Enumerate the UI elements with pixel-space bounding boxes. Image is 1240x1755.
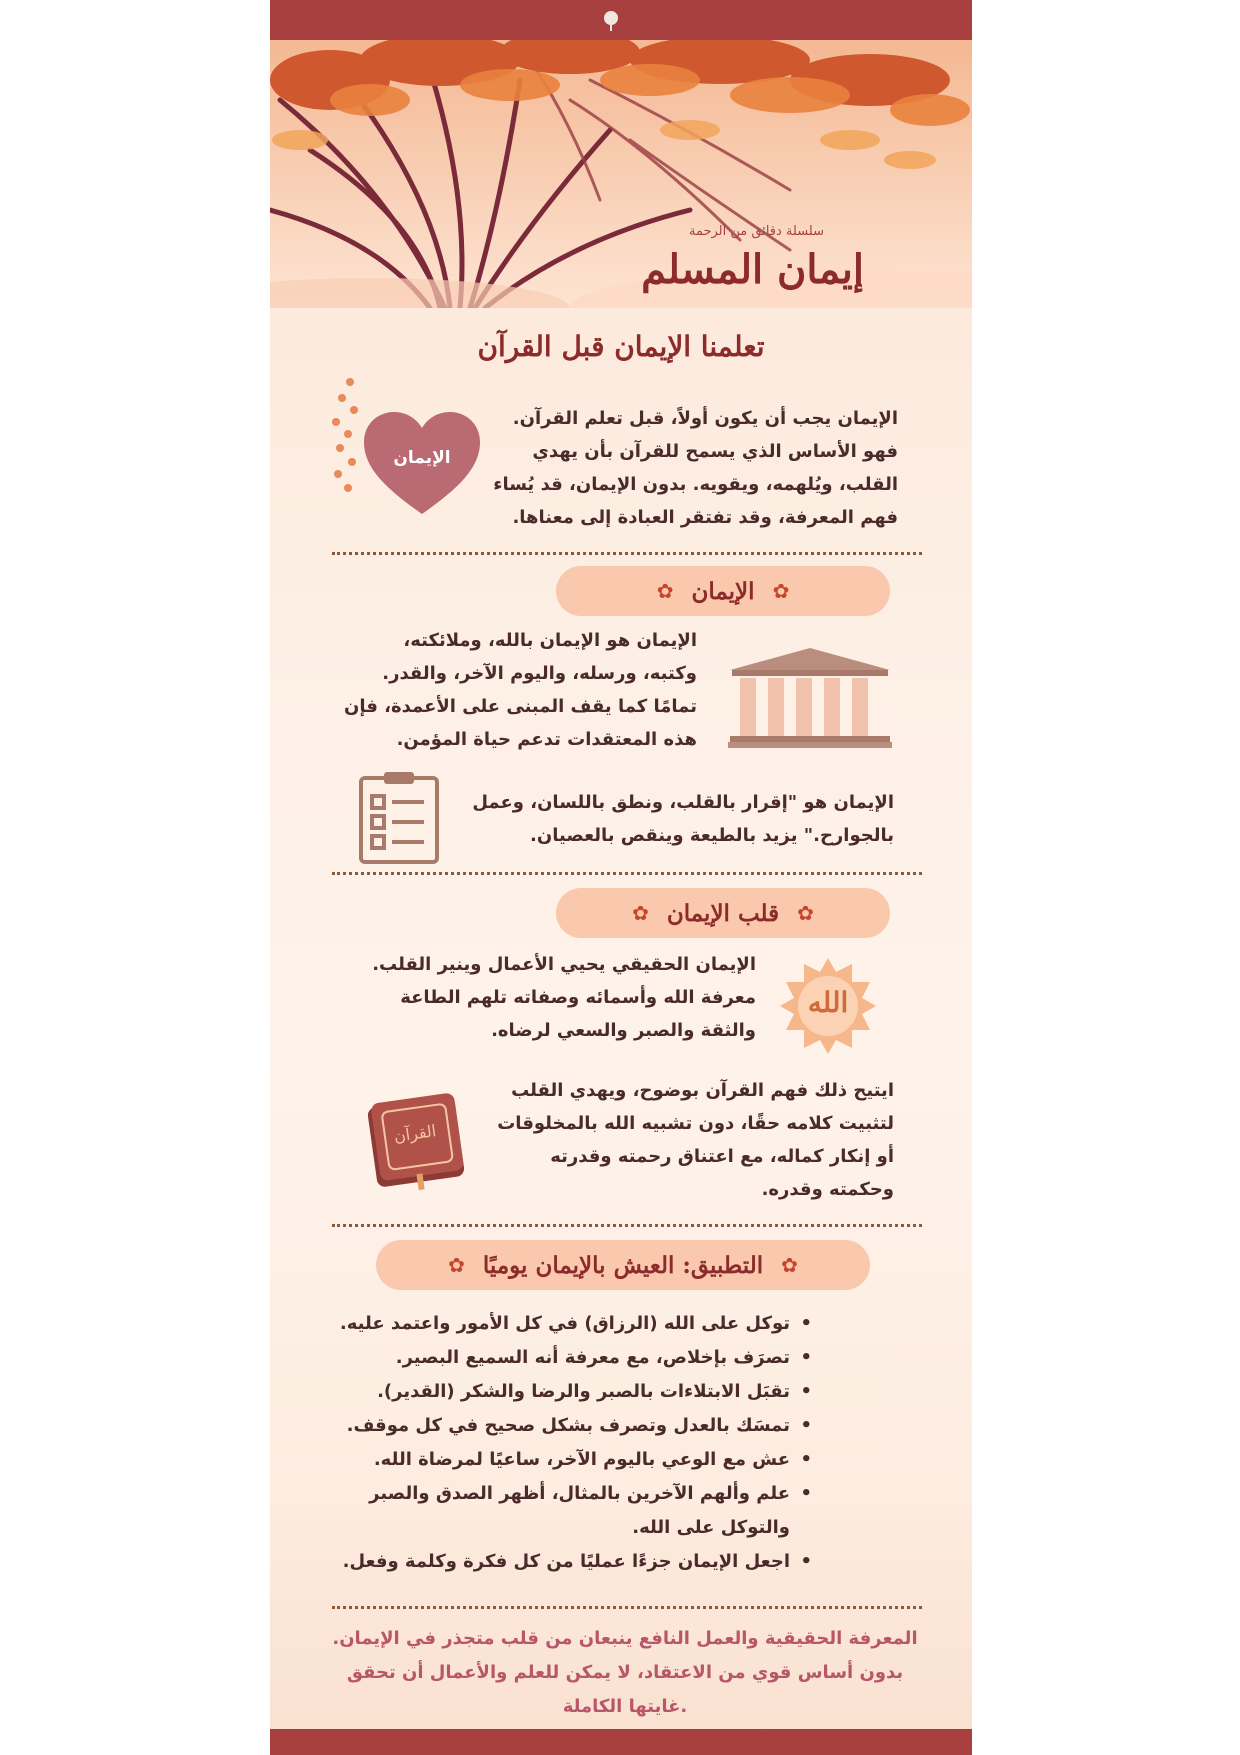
section1-line: وكتبه، ورسله، واليوم الآخر، والقدر.: [382, 663, 697, 684]
divider: [332, 1224, 922, 1227]
section1-line: هذه المعتقدات تدعم حياة المؤمن.: [396, 729, 697, 750]
section2-pill: [556, 888, 890, 938]
series-subtitle: سلسلة دقائق من الرحمة: [688, 224, 824, 239]
divider: [332, 552, 922, 555]
section2-line: والثقة والصبر والسعي لرضاه.: [491, 1020, 756, 1041]
section1-paragraph1: [317, 624, 697, 756]
checklist-icon: [358, 770, 440, 864]
list-item: • عش مع الوعي باليوم الآخر، ساعيًا لمرضاة الله.: [312, 1443, 812, 1477]
quran-book-label: القرآن: [392, 1121, 438, 1146]
intro-line: فهم المعرفة، وقد تفتقر العبادة إلى معناها.: [512, 507, 898, 528]
section1-title: الإيمان: [691, 577, 755, 605]
maple-leaf-icon: ✿: [632, 901, 649, 925]
allah-label: الله: [807, 986, 849, 1019]
section1-pill: [556, 566, 890, 616]
section3-title: التطبيق: العيش بالإيمان يوميًا: [482, 1251, 764, 1279]
maple-leaf-icon: ✿: [448, 1253, 465, 1277]
infographic-poster: [270, 0, 972, 1755]
divider: [332, 872, 922, 875]
section2-line: لتثبيت كلامه حقًا، دون تشبيه الله بالمخلوقات: [497, 1113, 894, 1134]
footer-line: بدون أساس قوي من الاعتقاد، لا يمكن للعلم والأعمال أن تحقق: [346, 1662, 904, 1683]
section2-line: معرفة الله وأسمائه وصفاته تلهم الطاعة: [400, 987, 756, 1008]
footer-text: [330, 1622, 920, 1724]
list-item: • تقبَل الابتلاءات بالصبر والرضا والشكر (القدير).: [312, 1375, 812, 1409]
footer-line: المعرفة الحقيقية والعمل النافع ينبعان من قلب متجذر في الإيمان.: [332, 1628, 918, 1649]
list-item: • علم وألهم الآخرين بالمثال، أظهر الصدق والصبر والتوكل على الله.: [312, 1477, 812, 1545]
small-hearts-icon: [328, 376, 364, 500]
heart-label: الإيمان: [393, 448, 451, 468]
section1-line: بالجوارح." يزيد بالطيعة وينقص بالعصيان.: [530, 825, 894, 846]
section2-paragraph1: [336, 948, 756, 1047]
section2-line: الإيمان الحقيقي يحيي الأعمال وينير القلب.: [372, 954, 756, 975]
section1-line: الإيمان هو "إقرار بالقلب، ونطق باللسان، وعمل: [472, 792, 894, 813]
intro-line: الإيمان يجب أن يكون أولاً، قبل تعلم القرآن.: [512, 408, 898, 429]
application-list: [312, 1307, 812, 1579]
footer-line: .غايتها الكاملة: [562, 1696, 688, 1717]
main-title: إيمان المسلم: [641, 246, 864, 293]
section2-line: أو إنكار كماله، مع اعتناق رحمته وقدرته: [550, 1146, 894, 1167]
list-item: • تصرَف بإخلاص، مع معرفة أنه السميع البصير.: [312, 1341, 812, 1375]
intro-line: فهو الأساس الذي يسمح للقرآن بأن يهدي: [532, 441, 898, 462]
section3-pill: [376, 1240, 870, 1290]
maple-leaf-icon: ✿: [772, 579, 790, 603]
intro-paragraph: [478, 402, 898, 534]
section1-line: تمامًا كما يقف المبنى على الأعمدة، فإن: [344, 696, 697, 717]
section2-line: وحكمته وقدره.: [761, 1179, 894, 1200]
list-item: • توكل على الله (الرزاق) في كل الأمور واعتمد عليه.: [312, 1307, 812, 1341]
divider: [332, 1606, 922, 1609]
section1-line: الإيمان هو الإيمان بالله، وملائكته،: [403, 630, 697, 651]
tree-logo-icon: [600, 10, 622, 32]
maple-leaf-icon: ✿: [781, 1253, 798, 1277]
list-item: • تمسَك بالعدل وتصرف بشكل صحيح في كل موقف.: [312, 1409, 812, 1443]
maple-leaf-icon: ✿: [656, 579, 674, 603]
section1-paragraph2: [434, 786, 894, 852]
intro-line: القلب، ويُلهمه، ويقويه. بدون الإيمان، قد يُساء: [493, 474, 898, 495]
section2-title: قلب الإيمان: [666, 899, 780, 927]
intro-heading: تعلمنا الإيمان قبل القرآن: [477, 330, 765, 363]
section2-line: ايتيح ذلك فهم القرآن بوضوح، ويهدي القلب: [511, 1080, 894, 1101]
list-item: • اجعل الإيمان جزءًا عمليًا من كل فكرة وكلمة وفعل.: [312, 1545, 812, 1579]
section2-paragraph2: [454, 1074, 894, 1206]
bottom-bar: [270, 1729, 972, 1755]
pillars-building-icon: [728, 646, 892, 750]
maple-leaf-icon: ✿: [797, 901, 814, 925]
